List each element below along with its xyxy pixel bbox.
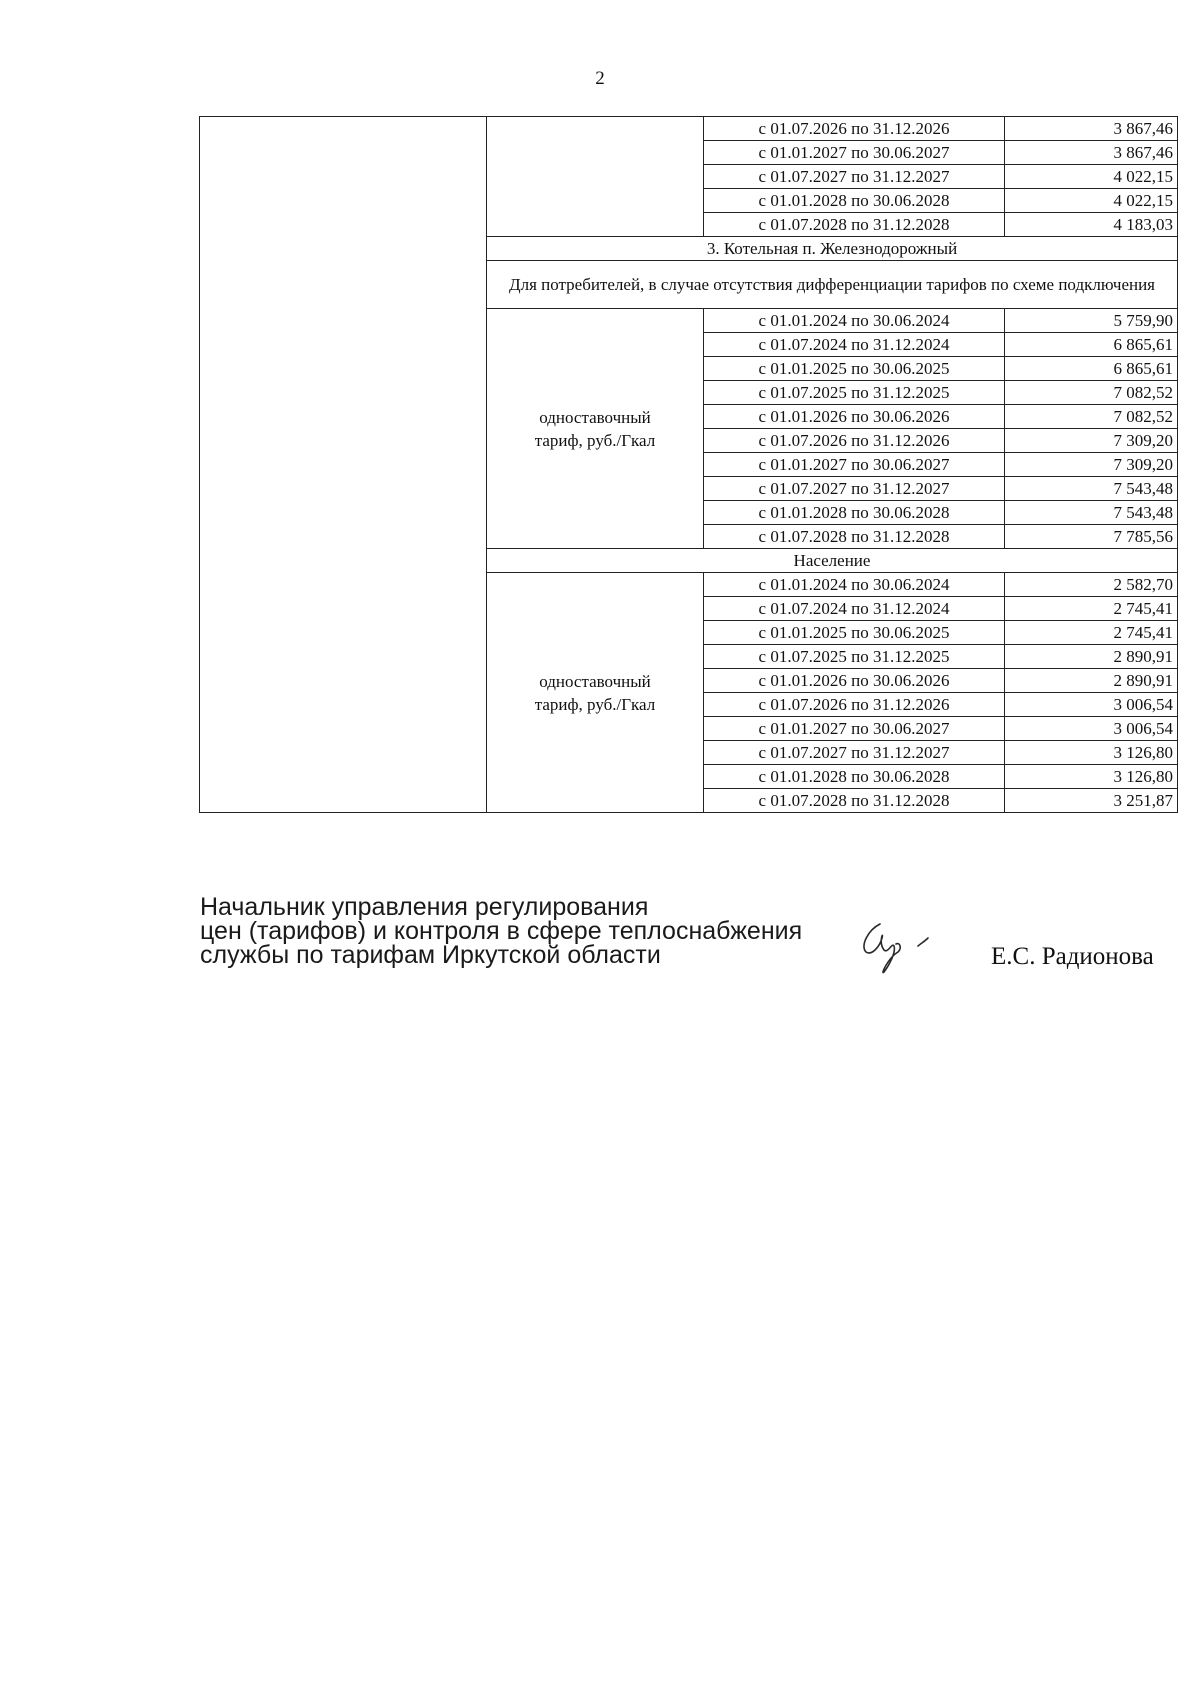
tariff-label-line1: одноставочный (539, 671, 651, 691)
period-cell: с 01.07.2026 по 31.12.2026 (704, 429, 1005, 453)
value-cell: 5 759,90 (1005, 309, 1178, 333)
page-number: 2 (595, 68, 605, 89)
tariff-label (487, 573, 704, 813)
period-cell: с 01.01.2028 по 30.06.2028 (704, 189, 1005, 213)
period-cell: с 01.01.2025 по 30.06.2025 (704, 357, 1005, 381)
value-cell: 3 867,46 (1005, 117, 1178, 141)
period-cell: с 01.07.2027 по 31.12.2027 (704, 741, 1005, 765)
tariff-label-line2: тариф, руб./Гкал (534, 430, 656, 450)
value-cell: 6 865,61 (1005, 333, 1178, 357)
period-cell: с 01.07.2024 по 31.12.2024 (704, 333, 1005, 357)
period-cell: с 01.07.2028 по 31.12.2028 (704, 213, 1005, 237)
value-cell: 2 582,70 (1005, 573, 1178, 597)
section-title: 3. Котельная п. Железнодорожный (487, 237, 1178, 261)
period-cell: с 01.01.2026 по 30.06.2026 (704, 405, 1005, 429)
value-cell: 2 890,91 (1005, 645, 1178, 669)
value-cell: 2 890,91 (1005, 669, 1178, 693)
period-cell: с 01.01.2026 по 30.06.2026 (704, 669, 1005, 693)
tariff-label (487, 309, 704, 549)
signatory-title-line3: службы по тарифам Иркутской области (200, 941, 661, 969)
period-cell: с 01.01.2028 по 30.06.2028 (704, 765, 1005, 789)
signatory-title (200, 895, 802, 967)
period-cell: с 01.01.2025 по 30.06.2025 (704, 621, 1005, 645)
period-cell: с 01.07.2025 по 31.12.2025 (704, 381, 1005, 405)
value-cell: 3 126,80 (1005, 765, 1178, 789)
value-cell: 7 309,20 (1005, 453, 1178, 477)
period-cell: с 01.01.2024 по 30.06.2024 (704, 573, 1005, 597)
handwritten-signature-icon (858, 912, 948, 982)
organization-cell (200, 117, 487, 813)
value-cell: 3 006,54 (1005, 717, 1178, 741)
period-cell: с 01.07.2027 по 31.12.2027 (704, 477, 1005, 501)
period-cell: с 01.01.2027 по 30.06.2027 (704, 453, 1005, 477)
table-row (200, 117, 1178, 141)
continued-tariff-cell (487, 117, 704, 237)
period-cell: с 01.07.2028 по 31.12.2028 (704, 789, 1005, 813)
value-cell: 3 006,54 (1005, 693, 1178, 717)
signatory-title-line1: Начальник управления регулирования (200, 893, 649, 921)
tariff-label-line1: одноставочный (539, 407, 651, 427)
value-cell: 4 022,15 (1005, 165, 1178, 189)
value-cell: 4 022,15 (1005, 189, 1178, 213)
value-cell: 4 183,03 (1005, 213, 1178, 237)
period-cell: с 01.01.2024 по 30.06.2024 (704, 309, 1005, 333)
value-cell: 7 785,56 (1005, 525, 1178, 549)
value-cell: 7 543,48 (1005, 477, 1178, 501)
period-cell: с 01.07.2028 по 31.12.2028 (704, 525, 1005, 549)
population-heading: Население (487, 549, 1178, 573)
signer-name: Е.С. Радионова (991, 943, 1154, 970)
value-cell: 2 745,41 (1005, 597, 1178, 621)
value-cell: 7 543,48 (1005, 501, 1178, 525)
value-cell: 2 745,41 (1005, 621, 1178, 645)
period-cell: с 01.01.2027 по 30.06.2027 (704, 717, 1005, 741)
period-cell: с 01.07.2026 по 31.12.2026 (704, 693, 1005, 717)
period-cell: с 01.01.2027 по 30.06.2027 (704, 141, 1005, 165)
tariff-table (199, 116, 1178, 813)
value-cell: 3 251,87 (1005, 789, 1178, 813)
tariff-table-body (200, 117, 1178, 813)
period-cell: с 01.07.2026 по 31.12.2026 (704, 117, 1005, 141)
period-cell: с 01.07.2027 по 31.12.2027 (704, 165, 1005, 189)
value-cell: 6 865,61 (1005, 357, 1178, 381)
period-cell: с 01.01.2028 по 30.06.2028 (704, 501, 1005, 525)
tariff-label-line2: тариф, руб./Гкал (534, 694, 656, 714)
value-cell: 3 867,46 (1005, 141, 1178, 165)
value-cell: 7 082,52 (1005, 381, 1178, 405)
value-cell: 3 126,80 (1005, 741, 1178, 765)
period-cell: с 01.07.2025 по 31.12.2025 (704, 645, 1005, 669)
value-cell: 7 082,52 (1005, 405, 1178, 429)
signatory-title-line2: цен (тарифов) и контроля в сфере теплоснабжения (200, 917, 803, 945)
consumers-heading: Для потребителей, в случае отсутствия дифференциации тарифов по схеме подключения (487, 261, 1178, 309)
value-cell: 7 309,20 (1005, 429, 1178, 453)
period-cell: с 01.07.2024 по 31.12.2024 (704, 597, 1005, 621)
